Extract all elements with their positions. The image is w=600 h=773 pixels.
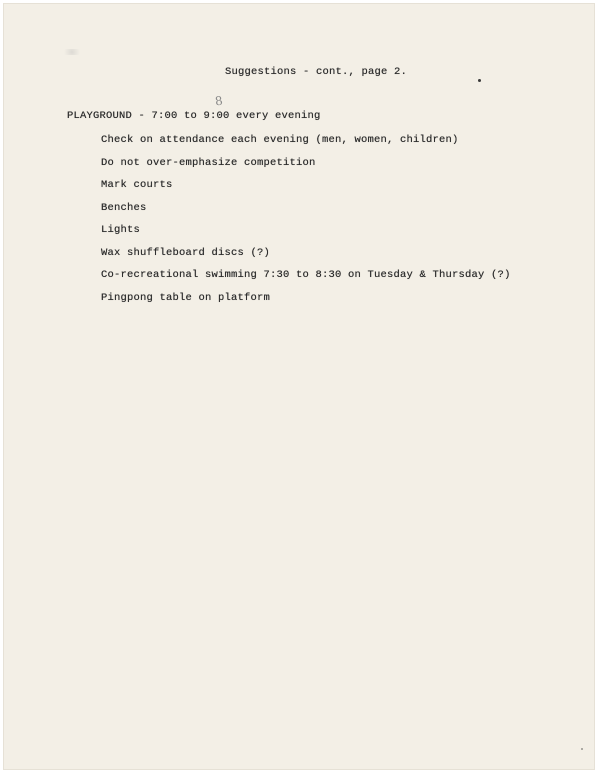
list-item: Co-recreational swimming 7:30 to 8:30 on Tuesday & Thursday (?)	[101, 269, 511, 281]
document-page	[3, 3, 595, 770]
ink-speck	[478, 79, 481, 82]
list-item: Wax shuffleboard discs (?)	[101, 246, 271, 259]
list-item: Check on attendance each evening (men, women, children)	[101, 134, 459, 146]
faint-smudge	[61, 49, 83, 55]
ink-speck	[581, 748, 583, 750]
list-item: Mark courts	[101, 179, 173, 191]
list-item: Do not over-emphasize competition	[101, 156, 316, 169]
section-heading: PLAYGROUND - 7:00 to 9:00 every evening	[67, 110, 321, 122]
page-header: Suggestions - cont., page 2.	[225, 66, 408, 78]
handwritten-correction: 8	[214, 93, 224, 109]
list-item: Lights	[101, 224, 141, 236]
list-item: Benches	[101, 201, 147, 214]
suggestion-list	[101, 133, 511, 313]
list-item: Pingpong table on platform	[101, 291, 271, 304]
